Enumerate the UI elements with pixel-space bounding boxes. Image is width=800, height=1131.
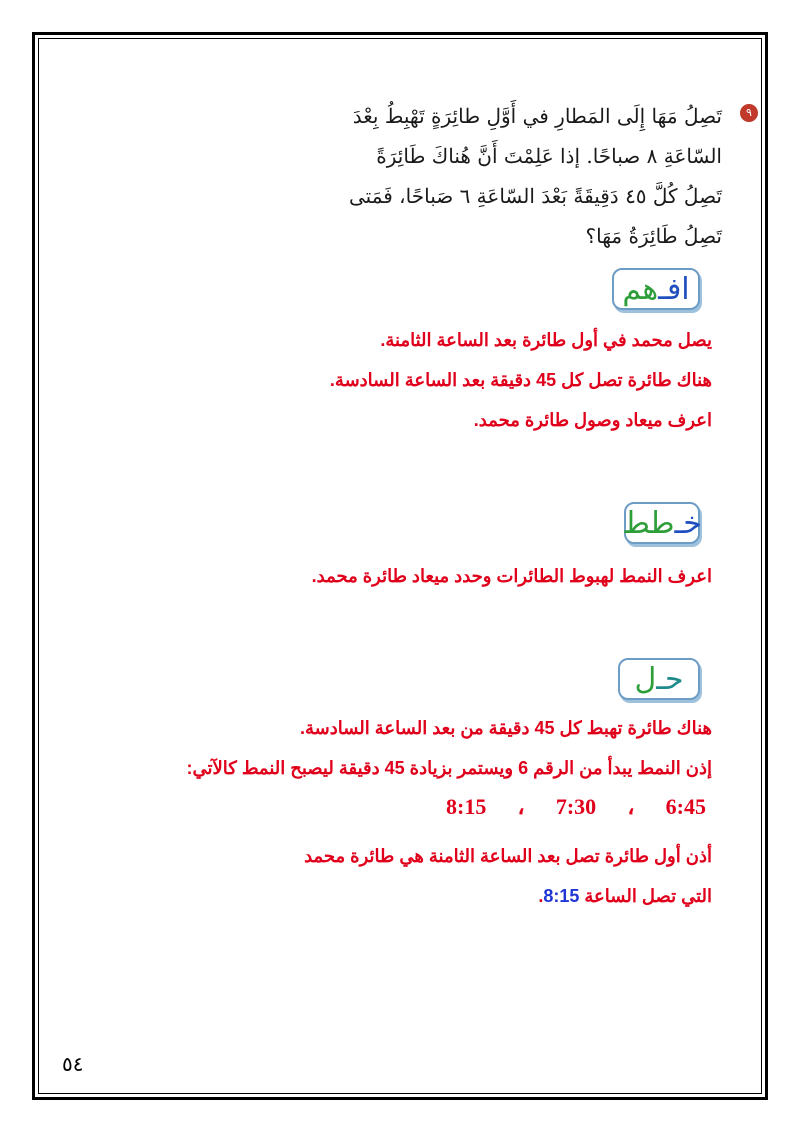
solve-line: أذن أول طائرة تصل بعد الساعة الثامنة هي طائرة محمد — [304, 846, 712, 866]
plan-step-label — [624, 502, 700, 544]
answer-value: 8:15 — [543, 886, 580, 906]
answer-suffix: . — [538, 886, 544, 906]
separator: ، — [517, 794, 525, 819]
plan-title-part2: طط — [622, 505, 675, 541]
problem-text — [122, 96, 722, 256]
solve-section-top — [92, 718, 712, 779]
plan-section — [92, 566, 712, 587]
solve-line: هناك طائرة تهبط كل 45 دقيقة من بعد الساعة السادسة. — [300, 718, 712, 738]
page-number: ٥٤ — [62, 1052, 84, 1076]
separator: ، — [627, 794, 635, 819]
plan-line: اعرف النمط لهبوط الطائرات وحدد ميعاد طائرة محمد. — [311, 566, 712, 586]
time-value: 7:30 — [555, 794, 597, 819]
understand-line: يصل محمد في أول طائرة بعد الساعة الثامنة. — [380, 330, 712, 350]
solve-step-label — [618, 658, 700, 700]
answer-prefix: التي تصل الساعة — [579, 886, 712, 906]
time-value: 6:45 — [665, 794, 706, 819]
understand-title-part2: هم — [622, 271, 659, 307]
solve-line: إذن النمط يبدأ من الرقم 6 ويستمر بزيادة 45 دقيقة ليصبح النمط كالآتي: — [186, 758, 712, 778]
question-number-badge: ٩ — [740, 104, 758, 122]
problem-line: تَصِلُ مَهَا إِلَى المَطارِ في أَوَّلِ طائِرَةٍ تَهْبِطُ بِعْدَ — [352, 104, 722, 128]
understand-step-label — [612, 268, 700, 310]
solve-title-part2: ل — [634, 661, 657, 697]
time-value: 8:15 — [446, 794, 487, 819]
understand-line: اعرف ميعاد وصول طائرة محمد. — [473, 410, 712, 430]
problem-line: تَصِلُ كُلَّ ٤٥ دَقِيقَةً بَعْدَ السّاعَةِ ٦ صَباحًا، فَمَتى — [349, 184, 722, 208]
problem-line: تَصِلُ طَائِرَةُ مَهَا؟ — [585, 224, 722, 248]
plan-title-part1: خـ — [674, 505, 702, 541]
time-pattern — [446, 794, 706, 820]
understand-title-part1: افـ — [658, 271, 690, 307]
solve-section-bottom — [92, 846, 712, 907]
answer-line — [92, 886, 712, 907]
solve-title-part1: حـ — [656, 661, 684, 697]
problem-line: السّاعَةِ ٨ صباحًا. إذا عَلِمْتَ أَنَّ هُناكَ طَائِرَةً — [376, 144, 722, 168]
understand-section — [92, 330, 712, 431]
understand-line: هناك طائرة تصل كل 45 دقيقة بعد الساعة السادسة. — [329, 370, 712, 390]
